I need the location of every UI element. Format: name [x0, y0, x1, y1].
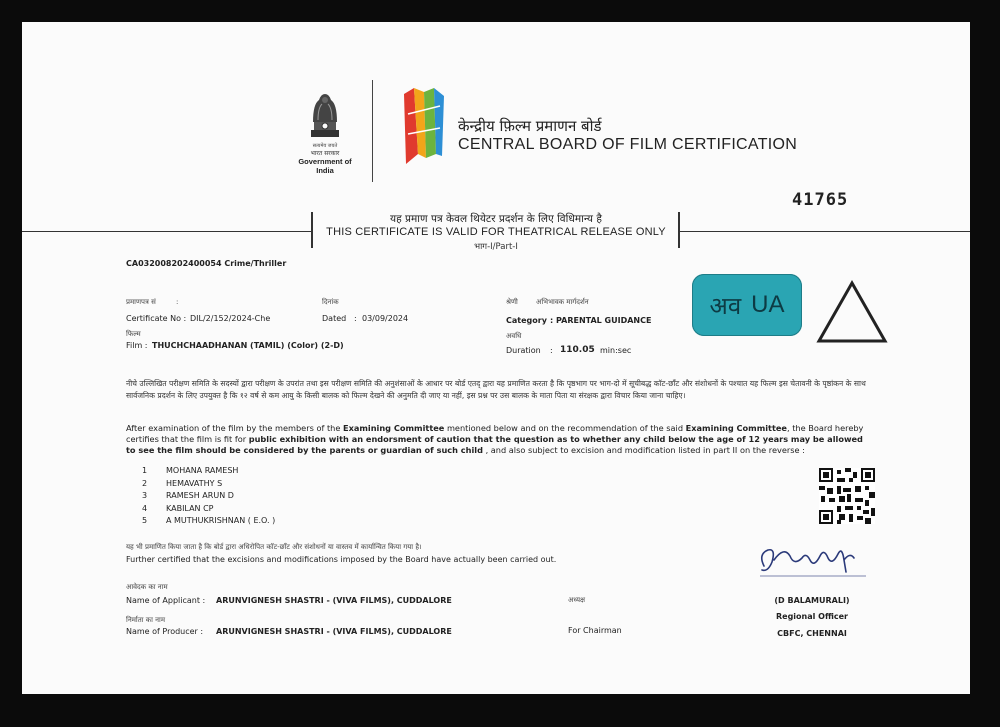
chair-en: For Chairman — [568, 626, 622, 635]
banner-bracket-left — [311, 212, 313, 248]
validity-en: THIS CERTIFICATE IS VALID FOR THEATRICAL RELEASE ONLY — [326, 226, 666, 238]
signature-icon — [754, 536, 874, 582]
duration-colon: : — [550, 346, 553, 355]
cert-no-label: Certificate No : — [126, 314, 187, 323]
rating-en: UA — [751, 291, 785, 318]
english-paragraph — [126, 423, 870, 456]
para-bold-1: Examining Committee — [342, 423, 445, 433]
para-text-3: , the Board hereby certifies that the film is fit for — [126, 423, 864, 444]
duration-label-hi: अवधि — [506, 332, 522, 340]
further-hi: यह भी प्रमाणित किया जाता है कि बोर्ड द्वारा अधिरोपित कॉट-छाँट और संशोधनों या वास्तव में कार्यान्वित किया गया है। — [126, 543, 422, 551]
signatory-office: CBFC, CHENNAI — [777, 629, 847, 638]
signatory-title: Regional Officer — [775, 612, 848, 621]
signatory-name: (D BALAMURALI) — [774, 596, 850, 605]
cert-no-label-hi: प्रमाणपत्र सं — [126, 298, 156, 306]
cert-no-value: DIL/2/152/2024-Che — [190, 314, 271, 323]
para-text-4: , and also subject to excision and modification listed in part II on the reverse : — [482, 445, 805, 455]
list-item: 1 MOHANA RAMESH — [142, 466, 239, 475]
para-bold-3: public exhibition with an endorsment of caution that the question as to whether any child below the age of 12 years may be allowed to see the film should be considered by the parents or guardian of such child — [126, 434, 863, 455]
duration-label: Duration — [506, 346, 541, 355]
date-value: 03/09/2024 — [362, 314, 409, 323]
banner-line-right — [679, 231, 970, 232]
producer-label-hi: निर्माता का नाम — [126, 616, 166, 624]
rating-triangle-icon — [814, 278, 890, 346]
rating-badge — [692, 274, 802, 336]
list-item: 2 HEMAVATHY S — [142, 478, 223, 488]
applicant-value: ARUNVIGNESH SHASTRI - (VIVA FILMS), CUDDALORE — [216, 596, 452, 605]
reference-code: CA032008202400054 Crime/Thriller — [126, 259, 287, 268]
validity-hi: यह प्रमाण पत्र केवल थियेटर प्रदर्शन के लिए विधिमान्य है — [390, 213, 602, 225]
validity-banner — [314, 212, 678, 252]
applicant-label: Name of Applicant : — [126, 596, 206, 605]
film-label: Film : — [126, 341, 148, 350]
lion-capital-icon — [305, 90, 345, 142]
list-item: 5 A MUTHUKRISHNAN ( E.O. ) — [142, 516, 276, 525]
producer-value: ARUNVIGNESH SHASTRI - (VIVA FILMS), CUDDALORE — [216, 627, 452, 636]
committee-list — [142, 458, 442, 525]
category-value-hi: अभिभावक मार्गदर्शन — [536, 298, 589, 306]
date-colon: : — [354, 314, 357, 323]
header-divider — [372, 80, 373, 182]
film-label-hi: फिल्म — [126, 330, 141, 338]
further-en: Further certified that the excisions and modifications imposed by the Board have actually been carried out. — [126, 555, 557, 564]
certificate-serial: 41765 — [792, 190, 849, 210]
banner-bracket-right — [678, 212, 680, 248]
emblem-motto: सत्यमेव जयते — [312, 143, 338, 149]
hindi-paragraph: नीचे उल्लिखित परीक्षण समिति के सदस्यों द्वारा परीक्षण के उपरांत तथा इस परीक्षण समिति की अनुशंसाओं के आधार पर बोर्ड एतद् द्वारा यह प्रमाणित करता है कि पृष्ठभाग पर भाग-दो में सूचीबद्ध कॉट-छाँट और संशोधनों के पश्चात यह फिल्म इस चेतावनी के पृष्ठांकन के साथ सार्वजनिक प्रदर्शन के लिए उपयुक्त है कि १२ वर्ष से कम आयु के किसी बालक को फिल्म देखने की अनुमति दी जाए या नहीं, इस प्रश्न पर उस बालक के माता पिता या संरक्षक द्वारा विचार किया जाना चाहिए। — [126, 379, 866, 400]
cert-no-colon-hi: : — [176, 298, 179, 306]
producer-label: Name of Producer : — [126, 627, 204, 636]
applicant-label-hi: आवेदक का नाम — [126, 583, 168, 591]
list-item: 4 KABILAN CP — [142, 503, 214, 513]
signatory-block — [742, 594, 882, 642]
certificate-page — [22, 22, 970, 694]
emblem-label-hi: भारत सरकार — [310, 150, 340, 157]
emblem-label-en: Government of India — [298, 157, 352, 175]
film-strip-logo-icon — [398, 84, 450, 168]
board-name-hi: केन्द्रीय फ़िल्म प्रमाणन बोर्ड — [458, 117, 602, 135]
cbfc-logo — [398, 84, 450, 168]
qr-code-icon — [819, 468, 875, 524]
state-emblem — [290, 90, 360, 178]
date-label-hi: दिनांक — [322, 298, 339, 306]
board-name-en: CENTRAL BOARD OF FILM CERTIFICATION — [458, 136, 798, 153]
list-item: 3 RAMESH ARUN D — [142, 491, 234, 500]
validity-part: भाग-I/Part-I — [474, 242, 518, 252]
para-text-1: After examination of the film by the members of the — [126, 423, 343, 433]
category-colon: : — [550, 316, 554, 325]
para-text-2: mentioned below and on the recommendation of the said — [444, 423, 686, 433]
duration-value: 110.05 — [560, 345, 595, 355]
rating-hi: अव — [709, 291, 742, 320]
film-value: THUCHCHAADHANAN (TAMIL) (Color) (2-D) — [152, 341, 344, 350]
para-bold-2: Examining Committee — [685, 423, 787, 433]
category-label-hi: श्रेणी — [506, 298, 518, 306]
category-label: Category — [506, 316, 547, 325]
banner-line-left — [22, 231, 312, 232]
duration-unit: min:sec — [600, 346, 632, 355]
date-label: Dated — [322, 314, 347, 323]
category-value: PARENTAL GUIDANCE — [556, 316, 652, 325]
chair-hi: अध्यक्ष — [568, 596, 586, 604]
